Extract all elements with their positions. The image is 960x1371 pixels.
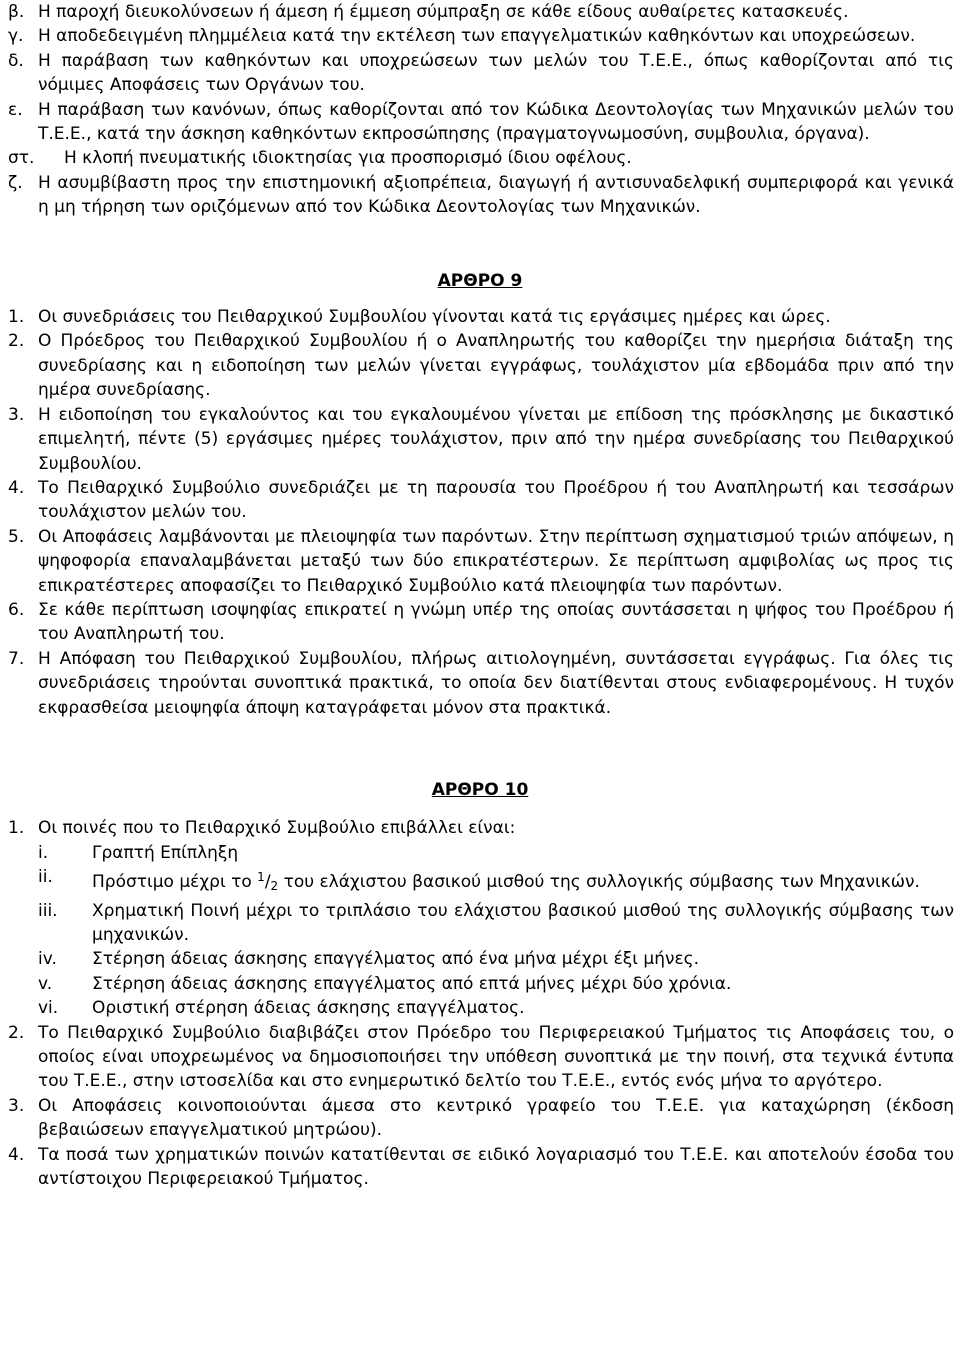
penalty-item xyxy=(0,899,960,948)
list-item xyxy=(0,49,960,98)
offence-list xyxy=(0,0,960,220)
penalty-list xyxy=(0,841,960,1021)
item-text: Η ειδοποίηση του εγκαλούντος και του εγκαλουμένου γίνεται με επίδοση της πρόσκλησης με δικαστικό επιμελητή, πέντε (5) εργάσιμες ημέρες τουλάχιστον, πριν από την ημέρα συνεδρίασης του Πειθαρχικού Συμβουλίου. xyxy=(38,404,954,474)
item-text: Οι Αποφάσεις λαμβάνονται με πλειοψηφία των παρόντων. Στην περίπτωση σχηματισμού τριών απόψεων, η ψηφοφορία επαναλαμβάνεται μεταξύ των δύο επικρατέστερων. Σε περίπτωση αμφιβολίας ως προς τις επικρατέστερες αποφασίζει το Πειθαρχικό Συμβούλιο κατά πλειοψηφία των παρόντων. xyxy=(38,526,954,596)
fraction-slash: / xyxy=(264,872,271,893)
item-label: ζ. xyxy=(8,172,23,193)
penalty-label: iii. xyxy=(38,900,58,921)
list-item xyxy=(0,403,960,476)
item-text: Ο Πρόεδρος του Πειθαρχικού Συμβουλίου ή ο Αναπληρωτής του καθορίζει την ημερήσια διάταξη της συνεδρίασης και η ειδοποίηση των μελών γίνεται εγγράφως, τουλάχιστον μία εβδομάδα πριν από την ημέρα συνεδρίασης. xyxy=(38,331,954,401)
item-text: Η Απόφαση του Πειθαρχικού Συμβουλίου, πλήρως αιτιολογημένη, συντάσσεται εγγράφως. Για όλες τις συνεδριάσεις τηρούνται συνοπτικά πρακτικά, το οποία δεν διατίθενται στους ενδιαφερομένους. Η τυχόν εκφρασθείσα μειοψηφία άποψη καταγράφεται μόνον στα πρακτικά. xyxy=(38,648,954,718)
list-item xyxy=(0,598,960,647)
list-item xyxy=(0,329,960,402)
item-label: δ. xyxy=(8,50,24,71)
list-item xyxy=(0,525,960,598)
item-text: Η κλοπή πνευματικής ιδιοκτησίας για προσπορισμό ίδιου οφέλους. xyxy=(64,148,632,169)
article-9-heading: ΑΡΘΡΟ 9 xyxy=(437,270,523,291)
penalty-label: ii. xyxy=(38,867,53,888)
penalty-text: Γραπτή Επίπληξη xyxy=(92,842,239,863)
penalty-label: iv. xyxy=(38,949,57,970)
item-text: Τα ποσά των χρηματικών ποινών κατατίθενται σε ειδικό λογαριασμό του Τ.Ε.Ε. και αποτελούν έσοδα του αντίστοιχου Περιφερειακού Τμήματος. xyxy=(38,1144,954,1190)
item-label: 1. xyxy=(8,307,25,328)
list-item xyxy=(0,171,960,220)
penalty-text: Στέρηση άδειας άσκησης επαγγέλματος από ένα μήνα μέχρι έξι μήνες. xyxy=(92,949,700,970)
list-item xyxy=(0,647,960,720)
penalty-text-pre: Πρόστιμο μέχρι το xyxy=(92,872,258,893)
list-item xyxy=(0,146,960,170)
item-label: β. xyxy=(8,2,25,22)
penalty-label: i. xyxy=(38,842,49,863)
item-label: 2. xyxy=(8,1022,25,1043)
article-10-list xyxy=(0,816,960,1191)
item-text: Η παράβαση των κανόνων, όπως καθορίζονται από τον Κώδικα Δεοντολογίας των Μηχανικών μελών του Τ.Ε.Ε., κατά την άσκηση καθηκόντων εκπροσώπησης (πραγματογνωμοσύνη, συμβουλια, όργανα). xyxy=(38,99,954,145)
item-text: Η αποδεδειγμένη πλημμέλεια κατά την εκτέλεση των επαγγελματικών καθηκόντων και υποχρεώσεων. xyxy=(38,26,916,47)
penalty-item xyxy=(0,865,960,898)
item-text: Η ασυμβίβαστη προς την επιστημονική αξιοπρέπεια, διαγωγή ή αντισυναδελφική συμπεριφορά και γενικά η μη τήρηση των οριζόμενων από τον Κώδικα Δεοντολογίας των Μηχανικών. xyxy=(38,172,954,218)
penalty-text-post: του ελάχιστου βασικού μισθού της συλλογικής σύμβασης των Μηχανικών. xyxy=(278,872,920,893)
item-label: 3. xyxy=(8,1095,25,1116)
list-item xyxy=(0,1094,960,1143)
article-9-list xyxy=(0,305,960,720)
item-text: Σε κάθε περίπτωση ισοψηφίας επικρατεί η γνώμη υπέρ της οποίας συντάσσεται η ψήφος του Προέδρου ή του Αναπληρωτή του. xyxy=(38,599,954,645)
penalty-text: Στέρηση άδειας άσκησης επαγγέλματος από επτά μήνες μέχρι δύο χρόνια. xyxy=(92,973,732,994)
list-item xyxy=(0,1021,960,1094)
item-text: Η παράβαση των καθηκόντων και υποχρεώσεων των μελών του Τ.Ε.Ε., όπως καθορίζονται από τις νόμιμες Αποφάσεις των Οργάνων του. xyxy=(38,50,954,96)
item-text: Το Πειθαρχικό Συμβούλιο διαβιβάζει στον Πρόεδρο του Περιφερειακού Τμήματος τις Αποφάσεις του, ο οποίος είναι υποχρεωμένος να δημοσιοποιήσει την υπόθεση συνοπτικά με την ποινή, στα τεχνικά έντυπα του Τ.Ε.Ε., στην ιστοσελίδα και στο ενημερωτικό δελτίο του Τ.Ε.Ε., εντός ενός μήνα το αργότερο. xyxy=(38,1022,954,1092)
item-label: γ. xyxy=(8,26,24,47)
penalty-item xyxy=(0,947,960,971)
item-label: στ. xyxy=(8,148,35,169)
item-label: 4. xyxy=(8,477,25,498)
item-label: 6. xyxy=(8,599,25,620)
list-item xyxy=(0,816,960,840)
list-item xyxy=(0,305,960,329)
fraction-numerator: 1 xyxy=(257,870,265,885)
penalty-label: v. xyxy=(38,973,53,994)
item-label: 3. xyxy=(8,404,25,425)
item-label: ε. xyxy=(8,99,23,120)
item-text: Οι ποινές που το Πειθαρχικό Συμβούλιο επιβάλλει είναι: xyxy=(38,818,516,839)
item-text: Οι Αποφάσεις κοινοποιούνται άμεσα στο κεντρικό γραφείο του Τ.Ε.Ε. για καταχώρηση (έκδοση βεβαιώσεων επαγγελματικού μητρώου). xyxy=(38,1095,954,1141)
penalty-item xyxy=(0,972,960,996)
item-text: Το Πειθαρχικό Συμβούλιο συνεδριάζει με τη παρουσία του Προέδρου ή του Αναπληρωτή και τεσσάρων τουλάχιστον μελών του. xyxy=(38,477,954,523)
penalty-text: Χρηματική Ποινή μέχρι το τριπλάσιο του ελάχιστου βασικού μισθού της συλλογικής σύμβασης των μηχανικών. xyxy=(92,900,954,945)
penalty-item xyxy=(0,841,960,865)
item-label: 4. xyxy=(8,1144,25,1165)
penalty-text: Οριστική στέρηση άδειας άσκησης επαγγέλματος. xyxy=(92,998,525,1019)
list-item xyxy=(0,98,960,147)
list-item xyxy=(0,1143,960,1192)
fraction-denominator: 2 xyxy=(270,879,279,894)
penalty-label: vi. xyxy=(38,998,59,1019)
list-item xyxy=(0,24,960,48)
item-text: Η παροχή διευκολύνσεων ή άμεση ή έμμεση σύμπραξη σε κάθε είδους αυθαίρετες κατασκευές. xyxy=(38,2,849,22)
item-label: 2. xyxy=(8,331,25,352)
item-label: 1. xyxy=(8,818,25,839)
item-text: Οι συνεδριάσεις του Πειθαρχικού Συμβουλίου γίνονται κατά τις εργάσιμες ημέρες και ώρες. xyxy=(38,307,831,328)
list-item xyxy=(0,0,960,24)
article-10-heading: ΑΡΘΡΟ 10 xyxy=(431,779,529,800)
item-label: 5. xyxy=(8,526,25,547)
item-label: 7. xyxy=(8,648,25,669)
list-item xyxy=(0,476,960,525)
penalty-item xyxy=(0,996,960,1020)
